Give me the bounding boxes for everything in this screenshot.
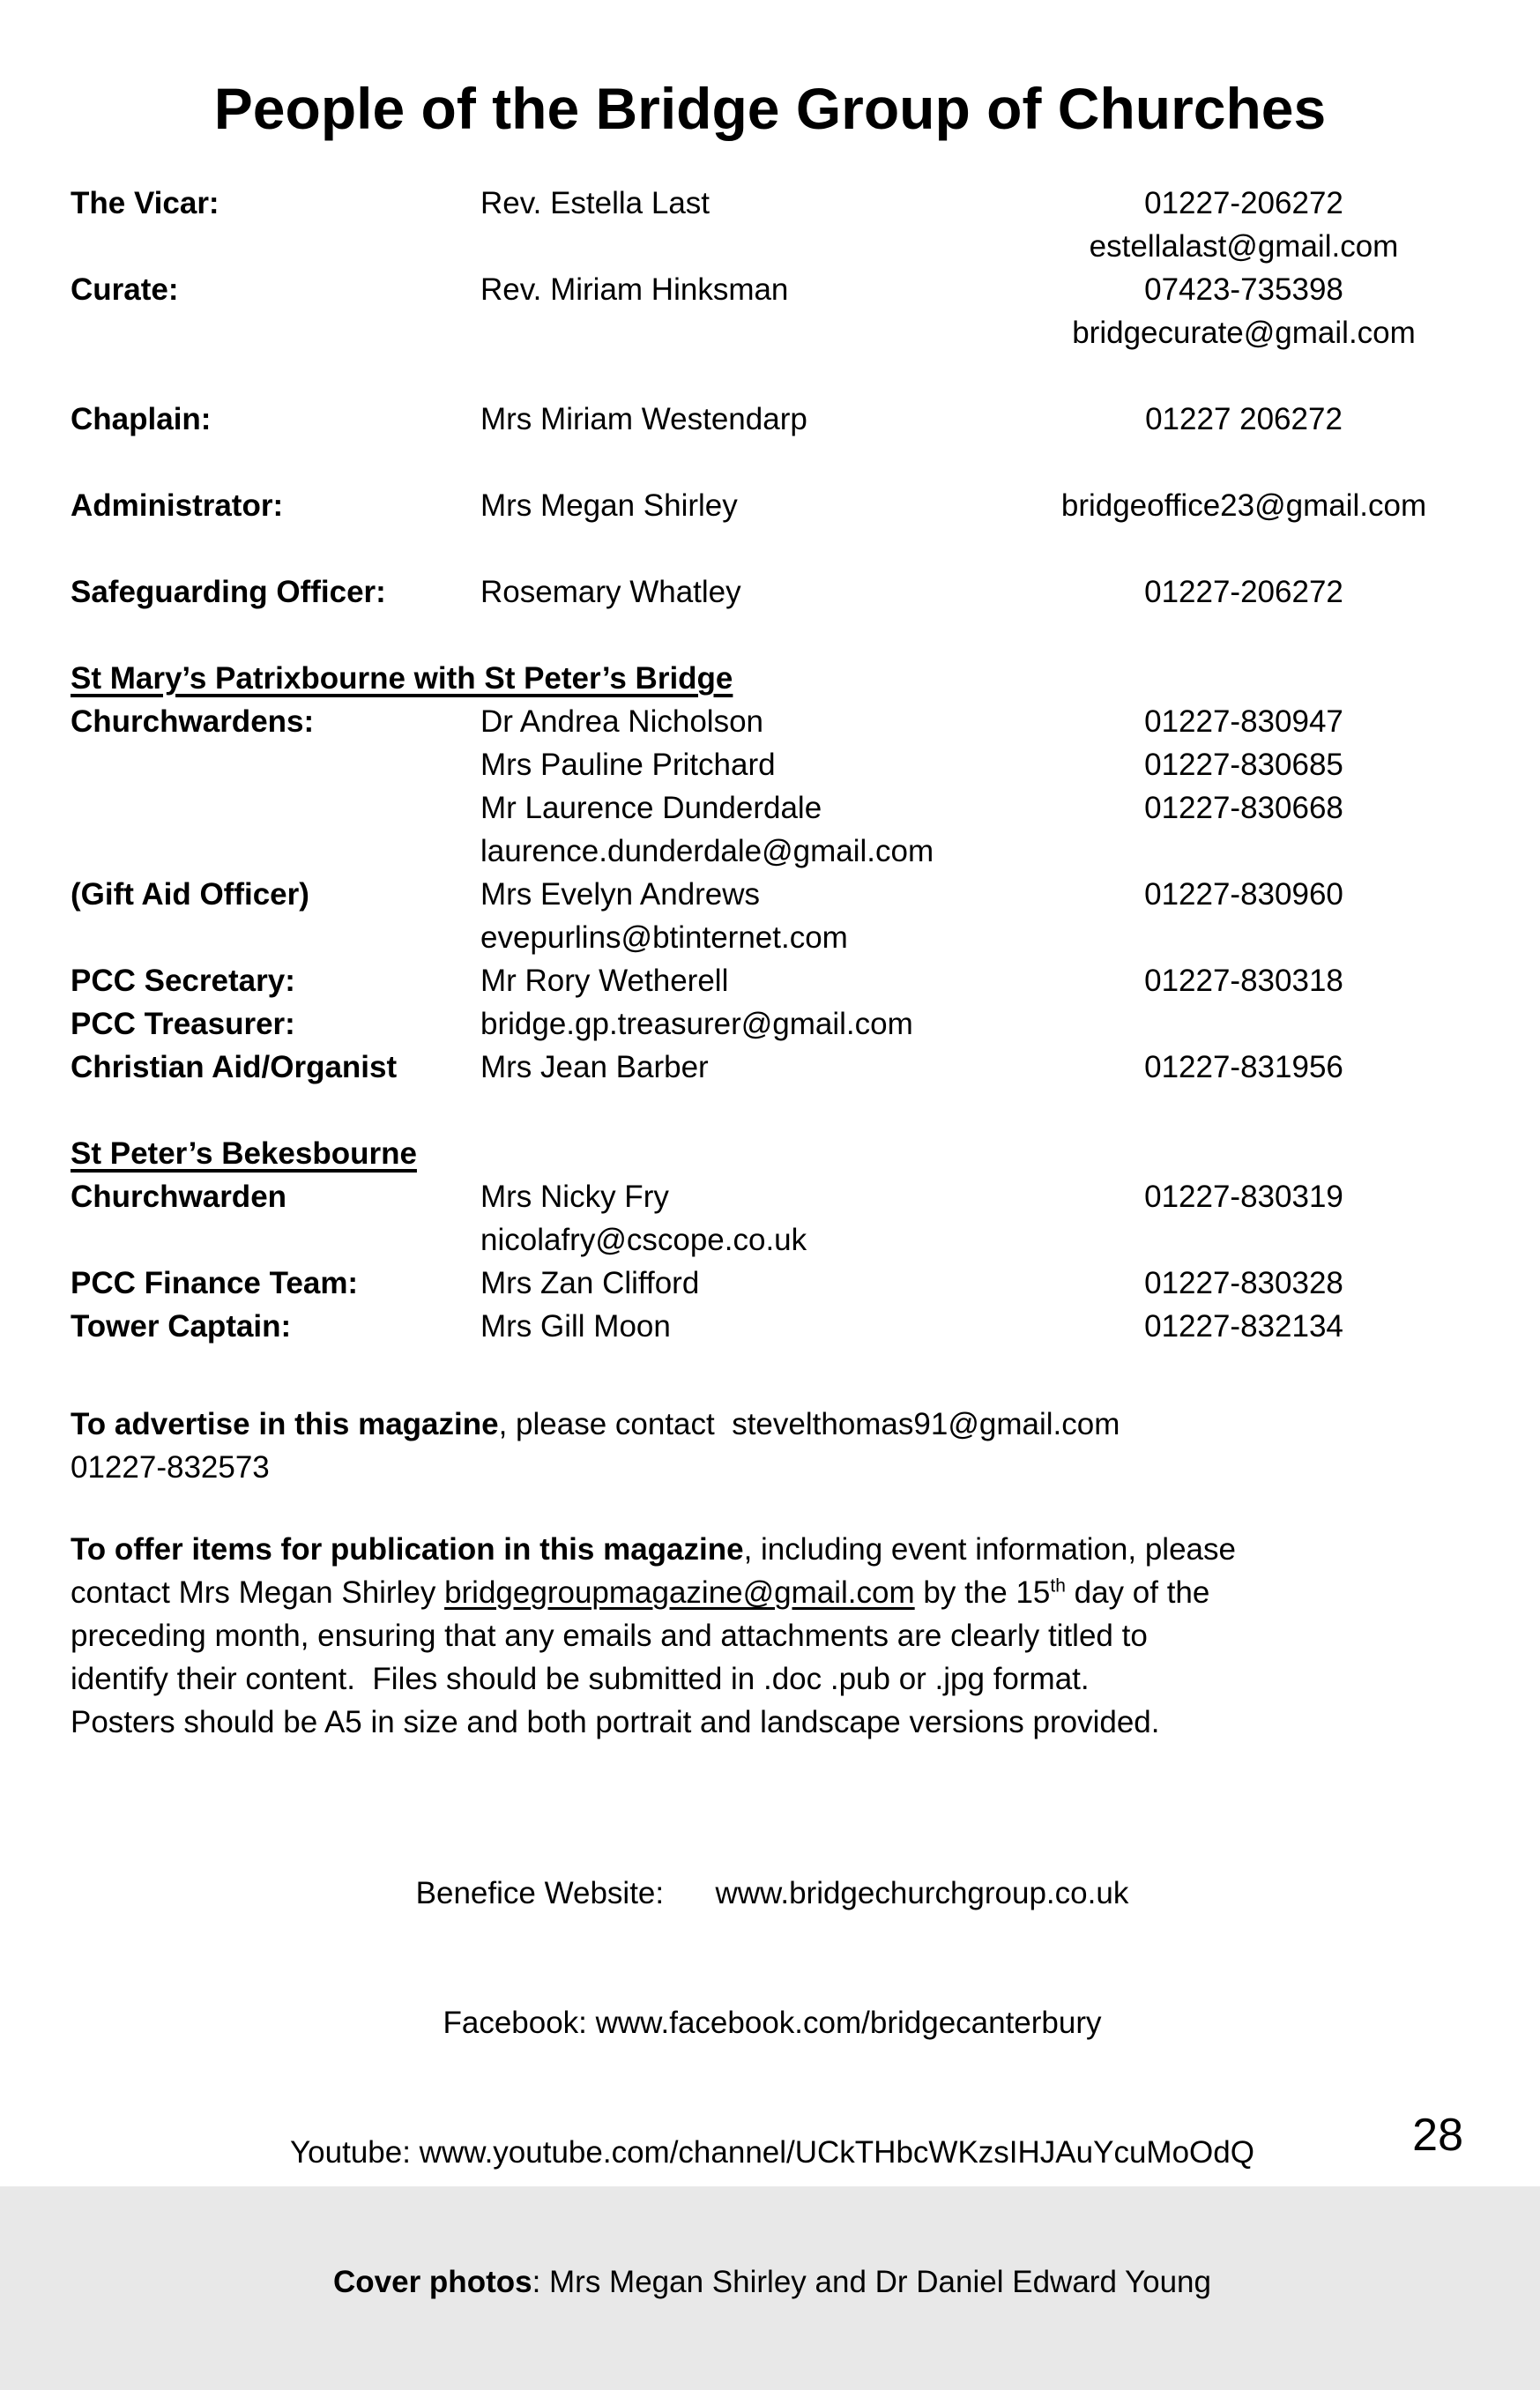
contact-role-label: The Vicar: [71, 186, 219, 220]
publication-line3: preceding month, ensuring that any emails and attachments are clearly titled to [71, 1619, 1148, 1653]
spacer-row [71, 441, 1474, 484]
contact-email: bridge.gp.treasurer@gmail.com [480, 1007, 913, 1041]
ordinal-superscript: th [1050, 1575, 1066, 1597]
contact-role-label: PCC Treasurer: [71, 1007, 295, 1041]
cover-photos-credits: : Mrs Megan Shirley and Dr Daniel Edward Young [532, 2265, 1211, 2299]
contact-name: Mrs Megan Shirley [480, 488, 738, 523]
contact-name: Rev. Miriam Hinksman [480, 272, 789, 307]
contact-row [71, 786, 1474, 830]
contact-detail: bridgecurate@gmail.com [1072, 316, 1416, 350]
youtube-line: Youtube: www.youtube.com/channel/UCkTHbcWKzsIHJAuYcuMoOdQ [290, 2135, 1254, 2170]
contact-row [71, 916, 1474, 959]
contact-row [71, 182, 1474, 225]
contact-detail: 01227-830319 [1144, 1180, 1343, 1214]
contact-row [71, 1046, 1474, 1089]
contact-row [71, 484, 1474, 527]
contact-detail: 07423-735398 [1144, 272, 1343, 307]
contacts-table [71, 182, 1474, 1348]
contact-detail: 01227-830328 [1144, 1266, 1343, 1300]
footer-links [71, 1785, 1474, 2390]
contact-detail: 01227-830960 [1144, 877, 1343, 912]
contact-name: Mrs Pauline Pritchard [480, 748, 776, 782]
section-heading: St Peter’s Bekesbourne [71, 1136, 417, 1171]
contact-role-label: Churchwardens: [71, 704, 315, 739]
contact-role-label: Tower Captain: [71, 1309, 292, 1344]
contact-role-label: Christian Aid/Organist [71, 1050, 398, 1084]
contact-detail: 01227-206272 [1144, 575, 1343, 609]
contact-name: Rev. Estella Last [480, 186, 710, 220]
contact-row [71, 830, 1474, 873]
publication-line4: identify their content. Files should be submitted in .doc .pub or .jpg format. [71, 1662, 1090, 1696]
advertise-phone: 01227-832573 [71, 1450, 270, 1485]
contact-role-label [71, 786, 480, 830]
contact-role-label: Administrator: [71, 488, 284, 523]
contact-row [71, 1002, 1474, 1046]
contact-detail [1014, 1002, 1474, 1046]
contact-row [71, 570, 1474, 614]
contact-role-label [71, 916, 480, 959]
contact-name: Mrs Nicky Fry [480, 1180, 669, 1214]
magazine-email-link[interactable]: bridgegroupmagazine@gmail.com [444, 1575, 915, 1610]
contact-row [71, 1175, 1474, 1218]
facebook-line: Facebook: www.facebook.com/bridgecanterbury [443, 2006, 1102, 2040]
contact-row [71, 268, 1474, 311]
contact-role-label: Curate: [71, 272, 179, 307]
contact-role-label [71, 225, 480, 268]
contact-role-label: Safeguarding Officer: [71, 575, 386, 609]
contact-role-label [71, 311, 480, 354]
contact-detail: 01227 206272 [1145, 402, 1343, 436]
contact-row [71, 873, 1474, 916]
contact-row [71, 743, 1474, 786]
contact-detail: 01227-206272 [1144, 186, 1343, 220]
cover-photos-label: Cover photos [333, 2265, 532, 2299]
publication-paragraph [71, 1528, 1474, 1744]
contact-name: Rosemary Whatley [480, 575, 741, 609]
contact-name [480, 225, 1014, 268]
advertise-paragraph [71, 1403, 1474, 1489]
spacer-row [71, 354, 1474, 398]
contact-detail: 01227-830668 [1144, 791, 1343, 825]
publication-line1-text: , including event information, please [743, 1532, 1236, 1567]
contact-row [71, 700, 1474, 743]
advertise-bold-text: To advertise in this magazine [71, 1407, 499, 1441]
contact-role-label: Churchwarden [71, 1180, 287, 1214]
contact-name [480, 311, 1014, 354]
contact-detail [1014, 916, 1474, 959]
section-header-row [71, 657, 1474, 700]
contact-detail: 01227-831956 [1144, 1050, 1343, 1084]
contact-role-label: PCC Secretary: [71, 964, 295, 998]
contact-name: Mr Laurence Dunderdale [480, 791, 822, 825]
publication-line2-post: day of the [1065, 1575, 1210, 1610]
contact-row [71, 398, 1474, 441]
contact-email: nicolafry@cscope.co.uk [480, 1223, 807, 1257]
contact-name: Mrs Evelyn Andrews [480, 877, 761, 912]
spacer-row [71, 527, 1474, 570]
benefice-website-line: Benefice Website: www.bridgechurchgroup.co.uk [415, 1876, 1129, 1910]
contact-role-label [71, 830, 480, 873]
contact-detail: 01227-832134 [1144, 1309, 1343, 1344]
contact-role-label: PCC Finance Team: [71, 1266, 359, 1300]
contact-detail: 01227-830685 [1144, 748, 1343, 782]
contact-detail: 01227-830947 [1144, 704, 1343, 739]
contact-row [71, 1262, 1474, 1305]
contact-row [71, 311, 1474, 354]
cover-photos-line [71, 2260, 1474, 2304]
contact-role-label [71, 1218, 480, 1262]
spacer-row [71, 1089, 1474, 1132]
contact-name: Mrs Gill Moon [480, 1309, 671, 1344]
publication-line5: Posters should be A5 in size and both portrait and landscape versions provided. [71, 1705, 1160, 1739]
page-number: 28 [1412, 2110, 1463, 2161]
contact-email: evepurlins@btinternet.com [480, 920, 848, 955]
page-title: People of the Bridge Group of Churches [213, 76, 1327, 141]
contact-row [71, 225, 1474, 268]
contact-detail [1014, 830, 1474, 873]
contact-detail: 01227-830318 [1144, 964, 1343, 998]
contact-row [71, 959, 1474, 1002]
advertise-contact-text: , please contact stevelthomas91@gmail.com [498, 1407, 1120, 1441]
contact-detail: bridgeoffice23@gmail.com [1060, 488, 1427, 523]
contact-detail [1014, 1218, 1474, 1262]
contact-role-label: (Gift Aid Officer) [71, 877, 309, 912]
contact-role-label [71, 743, 480, 786]
publication-line2-pre: contact Mrs Megan Shirley [71, 1575, 445, 1610]
contact-name: Mrs Zan Clifford [480, 1266, 700, 1300]
contact-role-label: Chaplain: [71, 402, 212, 436]
section-header-row [71, 1132, 1474, 1175]
publication-bold-text: To offer items for publication in this magazine [71, 1532, 744, 1567]
contact-row [71, 1305, 1474, 1348]
publication-line2-mid: by the 15 [914, 1575, 1051, 1610]
contact-email: laurence.dunderdale@gmail.com [480, 834, 934, 868]
section-heading: St Mary’s Patrixbourne with St Peter’s Bridge [71, 661, 733, 696]
contact-name: Mrs Jean Barber [480, 1050, 709, 1084]
contact-name: Dr Andrea Nicholson [480, 704, 763, 739]
contact-detail: estellalast@gmail.com [1089, 229, 1399, 264]
contact-name: Mrs Miriam Westendarp [480, 402, 807, 436]
contact-row [71, 1218, 1474, 1262]
spacer-row [71, 614, 1474, 657]
contact-name: Mr Rory Wetherell [480, 964, 729, 998]
